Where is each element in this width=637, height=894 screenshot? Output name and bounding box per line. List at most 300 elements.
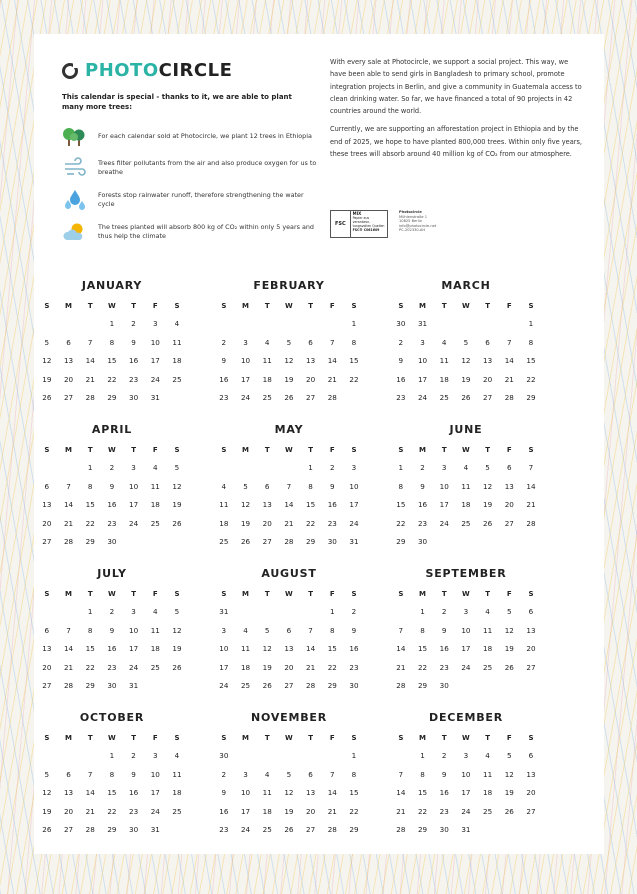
day-cell: 23 <box>107 662 117 672</box>
day-cell: 17 <box>240 374 251 384</box>
day-cell: 27 <box>526 662 536 672</box>
day-cell: 8 <box>351 337 357 347</box>
empty-day-cell <box>256 315 278 334</box>
day-cell: 10 <box>461 625 471 635</box>
day-cell: 19 <box>172 644 182 653</box>
day-cell: 21 <box>327 806 337 816</box>
day-cell: 14 <box>327 788 337 797</box>
day-cell: 13 <box>63 356 74 365</box>
empty-day-cell <box>278 315 300 334</box>
day-cell: 3 <box>131 463 136 472</box>
day-cell: 18 <box>461 500 471 509</box>
day-cell: 28 <box>63 681 74 690</box>
day-cell: 22 <box>85 518 95 528</box>
day-cell: 27 <box>526 806 536 816</box>
weekday-label: S <box>221 590 227 598</box>
weekday-label: T <box>308 734 313 742</box>
day-cell: 28 <box>284 537 294 546</box>
day-cell: 16 <box>107 644 117 653</box>
sun-cloud-icon <box>62 220 88 244</box>
fsc-line1: Papier aus verantwor- <box>352 216 370 224</box>
weekday-label: W <box>462 590 470 598</box>
month-february <box>213 278 365 408</box>
day-cell: 17 <box>349 500 359 509</box>
day-cell: 11 <box>262 356 272 365</box>
weekday-label: S <box>44 302 50 310</box>
day-cell: 8 <box>87 481 93 491</box>
weekday-label: S <box>174 590 180 598</box>
empty-day-cell <box>235 459 257 478</box>
about-text <box>330 56 582 166</box>
month-name: OCTOBER <box>79 711 145 724</box>
weekday-label: T <box>131 446 136 454</box>
day-cell: 19 <box>504 788 514 797</box>
day-cell: 18 <box>439 374 449 384</box>
empty-day-cell <box>278 747 300 766</box>
day-cell: 17 <box>219 662 229 672</box>
day-cell: 13 <box>42 500 52 509</box>
day-cell: 4 <box>174 751 180 760</box>
weekday-label: M <box>65 734 73 742</box>
day-cell: 23 <box>439 662 449 672</box>
month-name: APRIL <box>91 423 133 436</box>
day-cell: 28 <box>504 393 514 402</box>
empty-day-cell <box>58 603 80 622</box>
weekday-label: T <box>87 734 93 742</box>
address-line: Mühlenstraße 1 <box>399 214 428 219</box>
empty-day-cell <box>58 747 80 766</box>
weekday-label: S <box>528 734 534 742</box>
weekday-label: T <box>264 590 270 598</box>
day-cell: 12 <box>284 356 294 365</box>
day-cell: 22 <box>85 662 95 672</box>
day-cell: 21 <box>85 806 95 816</box>
day-cell: 16 <box>107 500 117 509</box>
day-cell: 12 <box>504 625 514 635</box>
day-cell: 12 <box>284 788 294 797</box>
day-cell: 6 <box>44 481 50 491</box>
weekday-label: T <box>87 302 93 310</box>
day-cell: 31 <box>129 681 139 690</box>
day-cell: 4 <box>485 607 490 616</box>
day-cell: 29 <box>417 825 428 834</box>
day-cell: 15 <box>85 644 95 653</box>
day-cell: 1 <box>87 607 93 616</box>
day-grid <box>213 747 365 840</box>
info-header <box>62 56 582 276</box>
day-cell: 29 <box>349 825 359 834</box>
day-cell: 9 <box>109 625 115 635</box>
weekday-label: F <box>329 590 335 598</box>
day-cell: 16 <box>129 788 139 797</box>
weekday-header <box>390 585 542 603</box>
circle-logo-icon <box>62 63 78 79</box>
day-cell: 18 <box>172 788 182 797</box>
day-cell: 18 <box>219 518 229 528</box>
month-december <box>390 710 542 840</box>
day-cell: 15 <box>85 500 95 509</box>
day-cell: 5 <box>243 481 248 491</box>
weekday-label: M <box>242 302 250 310</box>
day-cell: 3 <box>420 337 425 347</box>
day-cell: 24 <box>150 374 160 384</box>
day-cell: 16 <box>129 356 139 365</box>
day-cell: 9 <box>441 769 447 779</box>
day-cell: 19 <box>504 644 514 653</box>
day-cell: 16 <box>219 374 229 384</box>
day-cell: 15 <box>396 500 406 509</box>
day-cell: 1 <box>109 319 115 328</box>
day-cell: 21 <box>504 374 514 384</box>
address-name: Photocircle <box>399 210 422 214</box>
day-cell: 10 <box>349 481 359 491</box>
weekday-header <box>213 729 365 747</box>
day-grid <box>36 747 188 840</box>
weekday-label: S <box>351 446 357 454</box>
day-cell: 13 <box>42 644 52 653</box>
day-cell: 5 <box>286 337 292 347</box>
day-cell: 12 <box>240 500 251 509</box>
day-cell: 11 <box>262 788 272 797</box>
day-cell: 27 <box>284 681 294 690</box>
weekday-label: F <box>506 446 512 454</box>
month-july <box>36 566 188 696</box>
day-cell: 7 <box>398 625 404 635</box>
day-cell: 14 <box>526 481 536 491</box>
brand-part2: CIRCLE <box>158 60 233 81</box>
day-cell: 5 <box>286 769 292 779</box>
day-cell: 15 <box>306 500 316 509</box>
day-cell: 6 <box>528 751 534 760</box>
day-cell: 2 <box>131 751 136 760</box>
day-cell: 5 <box>485 463 490 472</box>
day-cell: 23 <box>349 662 359 672</box>
weekday-label: W <box>108 446 116 454</box>
day-cell: 5 <box>506 751 512 760</box>
day-cell: 11 <box>150 481 160 491</box>
day-cell: 17 <box>129 500 139 509</box>
day-cell: 12 <box>262 644 272 653</box>
weekday-label: S <box>398 734 404 742</box>
day-cell: 10 <box>240 788 251 797</box>
day-cell: 6 <box>528 607 534 616</box>
weekday-label: T <box>131 590 136 598</box>
day-cell: 24 <box>240 393 251 402</box>
weekday-label: S <box>351 590 357 598</box>
weekday-label: S <box>398 446 404 454</box>
day-grid <box>36 315 188 408</box>
weekday-header <box>36 441 188 459</box>
day-cell: 29 <box>85 681 95 690</box>
tagline: This calendar is special - thanks to it, we are able to plant many more trees: <box>62 93 292 111</box>
empty-day-cell <box>235 747 257 766</box>
day-cell: 20 <box>42 662 52 672</box>
day-cell: 7 <box>87 769 93 779</box>
weekday-label: T <box>441 446 447 454</box>
day-cell: 26 <box>240 537 251 546</box>
day-cell: 8 <box>87 625 93 635</box>
address-line: 10825 Berlin <box>399 219 423 224</box>
empty-day-cell <box>433 315 455 334</box>
day-cell: 20 <box>63 374 74 384</box>
day-cell: 2 <box>420 463 425 472</box>
day-cell: 3 <box>131 607 136 616</box>
weekday-label: T <box>131 734 136 742</box>
day-grid <box>390 459 542 552</box>
weekday-label: S <box>351 302 357 310</box>
day-cell: 16 <box>349 644 359 653</box>
day-cell: 31 <box>150 825 160 834</box>
day-cell: 30 <box>417 537 428 546</box>
benefit-text: The trees planted will absorb 800 kg of CO₂ within only 5 years and thus help the climate <box>98 223 314 240</box>
weekday-label: S <box>44 734 50 742</box>
day-cell: 10 <box>219 644 229 653</box>
day-cell: 31 <box>349 537 359 546</box>
day-cell: 3 <box>152 751 158 760</box>
weekday-label: F <box>329 446 335 454</box>
empty-day-cell <box>278 459 300 478</box>
day-cell: 20 <box>42 518 52 528</box>
day-cell: 21 <box>327 374 337 384</box>
day-cell: 23 <box>439 806 449 816</box>
day-cell: 11 <box>219 500 229 509</box>
day-cell: 3 <box>152 319 158 328</box>
day-cell: 19 <box>483 500 493 509</box>
weekday-label: M <box>65 590 73 598</box>
weekday-label: W <box>285 734 293 742</box>
weekday-label: T <box>485 590 490 598</box>
weekday-label: W <box>462 734 470 742</box>
day-cell: 31 <box>461 825 471 834</box>
weekday-label: S <box>398 302 404 310</box>
day-cell: 4 <box>152 463 158 472</box>
day-cell: 18 <box>150 644 160 653</box>
fsc-text <box>351 211 387 237</box>
day-cell: 4 <box>221 481 227 491</box>
weekday-label: W <box>285 446 293 454</box>
day-cell: 9 <box>420 481 425 491</box>
weekday-label: T <box>87 590 93 598</box>
weekday-label: M <box>419 302 427 310</box>
day-cell: 11 <box>172 769 182 779</box>
empty-day-cell <box>235 603 257 622</box>
empty-day-cell <box>256 459 278 478</box>
day-cell: 21 <box>63 662 74 672</box>
day-cell: 23 <box>107 518 117 528</box>
day-cell: 2 <box>221 769 227 779</box>
weekday-label: S <box>221 446 227 454</box>
day-cell: 20 <box>284 662 294 672</box>
day-cell: 14 <box>504 356 514 365</box>
month-name: MAY <box>274 423 304 436</box>
day-cell: 19 <box>172 500 182 509</box>
day-cell: 29 <box>327 681 337 690</box>
day-cell: 25 <box>219 537 229 546</box>
month-name: JUNE <box>449 423 483 436</box>
day-cell: 19 <box>240 518 251 528</box>
day-cell: 13 <box>526 769 536 779</box>
day-cell: 11 <box>461 481 471 491</box>
address-line: info@photocircle.net <box>399 223 437 228</box>
day-cell: 27 <box>262 537 272 546</box>
day-cell: 13 <box>504 481 514 491</box>
empty-day-cell <box>300 603 322 622</box>
day-cell: 9 <box>131 337 136 347</box>
weekday-label: S <box>528 590 534 598</box>
weekday-label: F <box>329 734 335 742</box>
day-cell: 25 <box>150 662 160 672</box>
day-cell: 22 <box>417 662 428 672</box>
weekday-label: W <box>462 446 470 454</box>
fsc-tree-icon: FSC <box>331 211 351 237</box>
empty-day-cell <box>390 603 412 622</box>
weekday-label: M <box>242 446 250 454</box>
weekday-label: M <box>419 734 427 742</box>
day-cell: 5 <box>463 337 469 347</box>
day-cell: 13 <box>306 356 316 365</box>
day-cell: 20 <box>483 374 493 384</box>
day-cell: 7 <box>528 463 534 472</box>
day-cell: 15 <box>526 356 536 365</box>
empty-day-cell <box>477 315 499 334</box>
day-cell: 27 <box>42 681 52 690</box>
weekday-label: M <box>419 590 427 598</box>
day-cell: 23 <box>219 393 229 402</box>
day-cell: 28 <box>526 518 536 528</box>
day-cell: 30 <box>327 537 337 546</box>
day-cell: 8 <box>351 769 357 779</box>
day-cell: 14 <box>396 788 406 797</box>
day-cell: 8 <box>398 481 404 491</box>
day-cell: 17 <box>240 806 251 816</box>
weekday-label: S <box>398 590 404 598</box>
day-cell: 10 <box>150 337 160 347</box>
address-line: PC-202330-AH <box>399 228 426 233</box>
day-cell: 24 <box>240 825 251 834</box>
empty-day-cell <box>36 603 58 622</box>
day-cell: 26 <box>461 393 471 402</box>
weekday-label: W <box>108 302 116 310</box>
day-cell: 19 <box>262 662 272 672</box>
calendar-sheet <box>34 34 604 854</box>
day-cell: 1 <box>351 319 357 328</box>
weekday-label: F <box>329 302 335 310</box>
day-cell: 6 <box>485 337 490 347</box>
day-cell: 9 <box>441 625 447 635</box>
day-cell: 7 <box>308 625 313 635</box>
day-cell: 27 <box>63 825 74 834</box>
day-cell: 27 <box>504 518 514 528</box>
day-cell: 18 <box>240 662 251 672</box>
day-cell: 5 <box>44 769 50 779</box>
fsc-mix: MIX <box>352 211 362 216</box>
weekday-label: T <box>131 302 136 310</box>
weekday-label: M <box>65 446 73 454</box>
day-cell: 1 <box>420 607 425 616</box>
day-cell: 28 <box>396 681 406 690</box>
day-cell: 20 <box>306 374 316 384</box>
day-cell: 1 <box>398 463 404 472</box>
day-cell: 21 <box>85 374 95 384</box>
day-cell: 23 <box>129 806 139 816</box>
day-cell: 1 <box>308 463 313 472</box>
month-name: SEPTEMBER <box>425 567 507 580</box>
weekday-label: S <box>221 302 227 310</box>
month-name: JANUARY <box>81 279 143 292</box>
benefit-text: Forests stop rainwater runoff, therefore strengthening the water cycle <box>98 191 304 208</box>
weekday-label: S <box>174 302 180 310</box>
weekday-label: W <box>108 590 116 598</box>
photocircle-logo <box>62 60 232 81</box>
day-cell: 25 <box>172 806 182 816</box>
day-cell: 8 <box>329 625 335 635</box>
empty-day-cell <box>58 315 80 334</box>
day-cell: 25 <box>262 825 272 834</box>
day-cell: 16 <box>417 500 428 509</box>
day-cell: 18 <box>262 806 272 816</box>
day-cell: 15 <box>349 788 359 797</box>
day-cell: 18 <box>483 644 493 653</box>
weekday-header <box>213 297 365 315</box>
day-cell: 12 <box>461 356 471 365</box>
day-cell: 28 <box>327 825 337 834</box>
empty-day-cell <box>58 459 80 478</box>
day-cell: 6 <box>308 337 313 347</box>
day-cell: 29 <box>107 825 117 834</box>
day-cell: 17 <box>150 356 160 365</box>
about-paragraph: Currently, we are supporting an afforestation project in Ethiopia and by the end of 2025, we hope to have planted 800,000 trees. Within only five years, these trees will absorb around 40 million kg of CO₂ from our atmosphere. <box>330 125 583 159</box>
day-cell: 29 <box>526 393 536 402</box>
day-cell: 7 <box>329 769 335 779</box>
weekday-label: T <box>264 734 270 742</box>
empty-day-cell <box>235 315 257 334</box>
day-cell: 30 <box>219 751 229 760</box>
empty-day-cell <box>36 459 58 478</box>
empty-day-cell <box>36 315 58 334</box>
day-cell: 22 <box>417 806 428 816</box>
day-cell: 30 <box>129 393 139 402</box>
day-cell: 4 <box>264 769 270 779</box>
day-cell: 16 <box>439 644 449 653</box>
day-cell: 21 <box>63 518 74 528</box>
month-march <box>390 278 542 408</box>
day-cell: 14 <box>85 788 95 797</box>
day-cell: 2 <box>221 337 227 347</box>
day-cell: 12 <box>172 481 182 491</box>
day-cell: 26 <box>284 825 294 834</box>
day-cell: 11 <box>483 769 493 779</box>
day-cell: 30 <box>349 681 359 690</box>
day-cell: 7 <box>398 769 404 779</box>
day-cell: 31 <box>417 319 428 328</box>
day-cell: 17 <box>129 644 139 653</box>
day-cell: 20 <box>306 806 316 816</box>
day-cell: 7 <box>87 337 93 347</box>
day-cell: 20 <box>63 806 74 816</box>
day-cell: 8 <box>420 625 425 635</box>
day-cell: 23 <box>396 393 406 402</box>
day-cell: 23 <box>417 518 428 528</box>
day-cell: 16 <box>327 500 337 509</box>
day-cell: 6 <box>286 625 292 635</box>
day-cell: 3 <box>463 607 469 616</box>
weekday-header <box>213 441 365 459</box>
day-grid <box>390 747 542 840</box>
day-cell: 8 <box>528 337 534 347</box>
weekday-label: W <box>462 302 470 310</box>
day-cell: 18 <box>483 788 493 797</box>
weekday-header <box>36 729 188 747</box>
